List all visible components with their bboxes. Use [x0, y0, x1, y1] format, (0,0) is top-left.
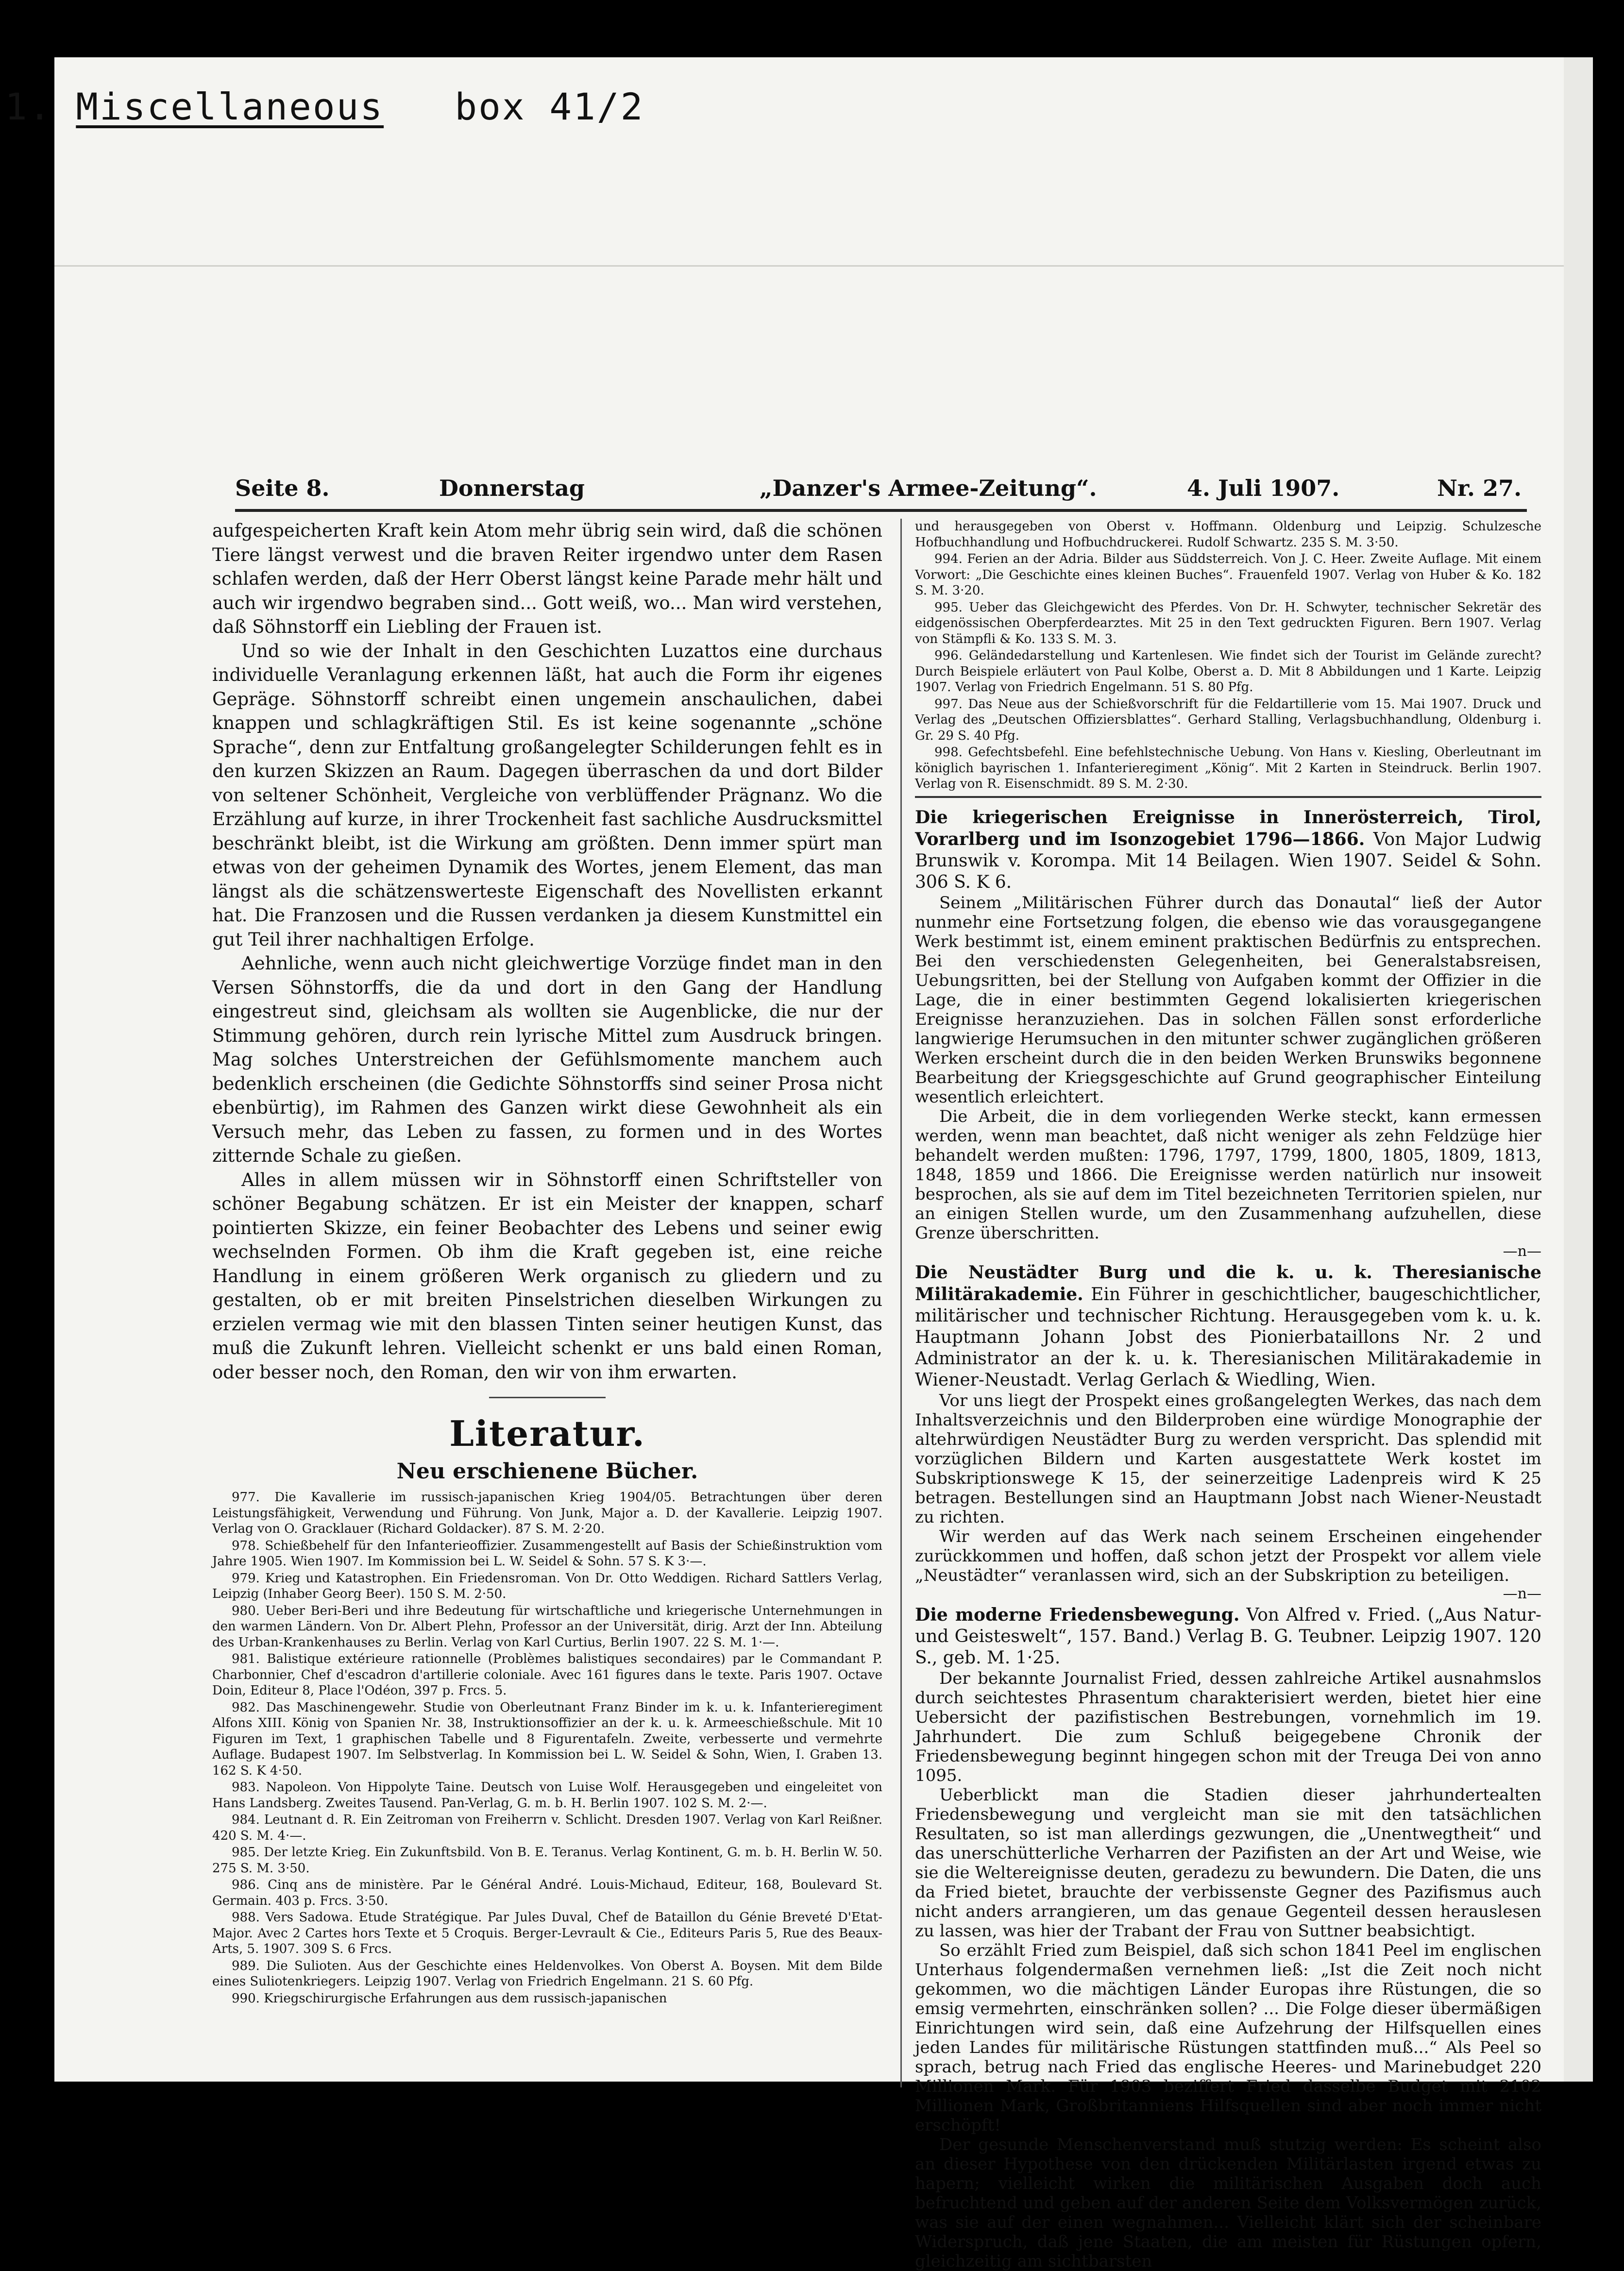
book-entry: 977. Die Kavallerie im russisch-japanischen Krieg 1904/05. Betrachtungen über deren Leistungsfähigkeit, Verwendung und Führung. Von Junk, Major a. D. der Kavallerie. Leipzig 1907. Verlag von O. Gracklauer (Richard Goldacker). 87 S. M. 2·20.: [212, 1490, 882, 1536]
book-entry: 980. Ueber Beri-Beri und ihre Bedeutung für wirtschaftliche und kriegerische Unternehmungen in den warmen Ländern. Von Dr. Albert Plehn, Professor an der Universität, dirig. Arzt der Inn. Abteilung des Urban-Krankenhauses zu Berlin. Verlag von Karl Curtius, Berlin 1907. 22 S. M. 1·—.: [212, 1603, 882, 1650]
label-prefix: 1.: [5, 85, 52, 128]
review-title: Die moderne Friedensbewegung.: [915, 1604, 1240, 1625]
book-entry: 997. Das Neue aus der Schießvorschrift für die Feldartillerie vom 15. Mai 1907. Druck und Verlag des „Deutschen Offiziersblattes“. Gerhard Stalling, Verlagsbuchhandlung, Oldenburg i. Gr. 29 S. 40 Pfg.: [915, 696, 1541, 743]
review-paragraph: Der gesunde Menschenverstand muß stutzig werden: Es scheint also an dieser Hypothese von den drückenden Militärlasten irgend etwas zu hapern; vielleicht wirken die militärischen Ausgaben doch auch befruchtend und geben auf der anderen Seite dem Volksvermögen zurück, was sie auf der einen wegnahmen... Vielleicht klärt sich der scheinbare Widerspruch, daß jene Staaten, die am meisten für Rüstungen opfern, gleichzeitig am sichtbarsten: [915, 2135, 1541, 2271]
review-header: [915, 1262, 1541, 1391]
review-meta: Von Major Ludwig Brunswik v. Korompa. Mit 14 Beilagen. Wien 1907. Seidel & Sohn. 306 S. K 6.: [915, 829, 1542, 892]
header-page: Seite 8.: [235, 475, 330, 501]
left-paragraph: Alles in allem müssen wir in Söhnstorff einen Schriftsteller von schöner Begabung schätzen. Er ist ein Meister der knappen, scharf pointierten Skizze, ein feiner Beobachter des Lebens und seiner ewig wechselnden Formen. Ob ihm die Kraft gegeben ist, eine reiche Handlung in einem größeren Werk organisch zu gliedern und zu gestalten, ob er mit breiten Pinselstrichen dieselben Wirkungen zu erzielen vermag wie mit den blassen Tinten seiner heutigen Kunst, das muß die Zukunft lehren. Vielleicht schenkt er uns bald einen Roman, oder besser noch, den Roman, den wir von ihm erwarten.: [212, 1169, 882, 1383]
review-paragraph: Wir werden auf das Werk nach seinem Erscheinen eingehender zurückkommen und hoffen, daß schon jetzt der Prospekt vor allem viele „Neustädter“ veranlassen wird, sich an der Subskription zu beteiligen.: [915, 1526, 1541, 1585]
review-paragraph: Der bekannte Journalist Fried, dessen zahlreiche Artikel ausnahmslos durch seichtestes Phrasentum charakterisiert werden, bietet hier eine Uebersicht der pazifistischen Bestrebungen, vornehmlich im 19. Jahrhundert. Die zum Schluß beigegebene Chronik der Friedensbewegung beginnt hingegen schon mit der Treuga Dei von anno 1095.: [915, 1668, 1541, 1785]
header-paper: „Danzer's Armee-Zeitung“.: [760, 475, 1097, 501]
review-meta: Ein Führer in geschichtlicher, baugeschichtlicher, militärischer und technischer Richtung. Herausgegeben vom k. u. k. Hauptmann Johann Jobst des Pionierbataillons Nr. 2 und Administrator an der k. u. k. Theresianischen Militärakademie in Wiener-Neustadt. Verlag Gerlach & Wiedling, Wien.: [915, 1284, 1541, 1390]
left-paragraph: aufgespeicherten Kraft kein Atom mehr übrig sein wird, daß die schönen Tiere längst verwest und die braven Reiter irgendwo unter dem Rasen schlafen werden, daß der Herr Oberst längst keine Parade mehr hält und auch wir irgendwo begraben sind... Gott weiß, wo... Man wird verstehen, daß Söhnstorff ein Liebling der Frauen ist.: [212, 520, 882, 637]
book-entry: 995. Ueber das Gleichgewicht des Pferdes. Von Dr. H. Schwyter, technischer Sekretär des eidgenössischen Oberpferdearztes. Mit 25 in den Text gedruckten Figuren. Bern 1907. Verlag von Stämpfli & Ko. 133 S. M. 3.: [915, 600, 1541, 646]
book-entry: 996. Geländedarstellung und Kartenlesen. Wie findet sich der Tourist im Gelände zurecht? Durch Beispiele erläutert von Paul Kolbe, Oberst a. D. Mit 8 Abbildungen und 1 Karte. Leipzig 1907. Verlag von Friedrich Engelmann. 51 S. 80 Pfg.: [915, 648, 1541, 695]
end-mark: —n—: [1503, 1242, 1541, 1260]
book-entry: 985. Der letzte Krieg. Ein Zukunftsbild. Von B. E. Teranus. Verlag Kontinent, G. m. b. H. Berlin W. 50. 275 S. M. 3·50.: [212, 1845, 882, 1876]
archive-label: [5, 85, 644, 128]
header-date: 4. Juli 1907.: [1187, 475, 1340, 501]
review-title: Die Neustädter Burg und die k. u. k. Theresianische Militärakademie.: [915, 1262, 1541, 1305]
literatur-title: Literatur.: [449, 1413, 645, 1454]
book-entry: 994. Ferien an der Adria. Bilder aus Süddsterreich. Von J. C. Heer. Zweite Auflage. Mit einem Vorwort: „Die Geschichte eines kleinen Buches“. Frauenfeld 1907. Verlag von Huber & Ko. 182 S. M. 3·20.: [915, 552, 1541, 598]
review-meta: Von Alfred v. Fried. („Aus Natur- und Geisteswelt“, 157. Band.) Verlag B. G. Teubner. Leipzig 1907. 120 S., geb. M. 1·25.: [915, 1605, 1541, 1668]
review-header: [915, 807, 1541, 893]
label-box: box 41/2: [455, 85, 644, 128]
page-header: [235, 475, 1527, 505]
review-paragraph: Vor uns liegt der Prospekt eines großangelegten Werkes, das nach dem Inhaltsverzeichnis und den Bilderproben eine würdige Monographie der altehrwürdigen Neustädter Burg zu werden verspricht. Das splendid mit vorzüglichen Bildern und Karten ausgestattete Werk kostet im Subskriptionswege K 15, der seinerzeitige Ladenpreis wird K 25 betragen. Bestellungen sind an Hauptmann Jobst nach Wiener-Neustadt zu richten.: [915, 1390, 1541, 1527]
label-category: Miscellaneous: [76, 85, 384, 128]
newspaper-page: [54, 57, 1564, 2271]
section-rule: [489, 1397, 606, 1398]
end-mark: —n—: [1503, 1585, 1541, 1602]
review-paragraph: Die Arbeit, die in dem vorliegenden Werke steckt, kann ermessen werden, wenn man beachtet, daß nicht weniger als zehn Feldzüge hier behandelt werden mußten: 1796, 1797, 1799, 1800, 1805, 1809, 1813, 1848, 1859 und 1866. Die Ereignisse werden natürlich nur insoweit besprochen, als sie auf dem im Titel bezeichneten Territorien spielen, nur an einigen Stellen wurde, um den Zusammenhang aufzuhellen, diese Grenze überschritten.: [915, 1106, 1541, 1243]
left-paragraph: Und so wie der Inhalt in den Geschichten Luzattos eine durchaus individuelle Veranlagung erkennen läßt, hat auch die Form ihr eigenes Gepräge. Söhnstorff schreibt einen ungemein anschaulichen, dabei knappen und schlagkräftigen Stil. Es ist keine sogenannte „schöne Sprache“, denn zur Entfaltung großangelegter Schilderungen fehlt es in den kurzen Skizzen an Raum. Dagegen überraschen da und dort Bilder von seltener Schönheit, Vergleiche von verblüffender Prägnanz. Wo die Erzählung auf kurze, in ihrer Trockenheit fast sachliche Ausdrucksmittel beschränkt bleibt, ist die Wirkung am größten. Denn immer spürt man etwas von der geheimen Dynamik des Wortes, jenem Element, das man längst als die schätzenswerteste Eigenschaft des Novellisten erkannt hat. Die Franzosen und die Russen verdanken ja diesem Kunstmittel ein gut Teil ihrer nachhaltigen Erfolge.: [212, 640, 882, 950]
review-header: [915, 1604, 1541, 1669]
header-rule: [235, 509, 1527, 512]
book-entry: 984. Leutnant d. R. Ein Zeitroman von Freiherrn v. Schlicht. Dresden 1907. Verlag von Karl Reißner. 420 S. M. 4·—.: [212, 1813, 882, 1843]
header-number: Nr. 27.: [1437, 475, 1522, 501]
literatur-subtitle: Neu erschienene Bücher.: [396, 1459, 698, 1484]
column-divider: [900, 519, 902, 2087]
book-entry: 981. Balistique extérieure rationnelle (Problèmes balistiques secondaires) par le Commandant P. Charbonnier, Chef d'escadron d'artillerie coloniale. Avec 161 figures dans le texte. Paris 1907. Octave Doin, Editeur 8, Place l'Odéon, 397 p. Frcs. 5.: [212, 1652, 882, 1698]
book-list: [212, 1490, 882, 2006]
book-entry: 978. Schießbehelf für den Infanterieoffizier. Zusammengestellt auf Basis der Schießinstruktion vom Jahre 1905. Wien 1907. Im Kommission bei L. W. Seidel & Sohn. 57 S. K 3·—.: [212, 1538, 882, 1569]
left-column: [212, 519, 882, 2092]
book-entry: 989. Die Sulioten. Aus der Geschichte eines Heldenvolkes. Von Oberst A. Boysen. Mit dem Bilde eines Suliotenkriegers. Leipzig 1907. Verlag von Friedrich Engelmann. 21 S. 60 Pfg.: [212, 1958, 882, 1989]
book-entry: 990. Kriegschirurgische Erfahrungen aus dem russisch-japanischen: [232, 1991, 667, 2006]
review-paragraph: Seinem „Militärischen Führer durch das Donautal“ ließ der Autor nunmehr eine Fortsetzung folgen, die ebenso wie das vorausgegangene Werk bestimmt ist, einem eminent praktischen Bedürfnis zu entsprechen. Bei den verschiedensten Gelegenheiten, bei Generalstabsreisen, Uebungsritten, bei der Stellung von Aufgaben kommt der Offizier in die Lage, die in einer bestimmten Gegend lokalisierten kriegerischen Ereignisse heranzuziehen. Das in solchen Fällen sonst erforderliche langwierige Herumsuchen in den mitunter schwer zugänglichen größeren Werken erscheint durch die in den beiden Werken Brunswiks begonnene Bearbeitung der Kriegsgeschichte auf Grund geographischer Einteilung wesentlich erleichtert.: [915, 893, 1541, 1107]
review-paragraph: Ueberblickt man die Stadien dieser jahrhundertealten Friedensbewegung und vergleicht man sie mit den tatsächlichen Resultaten, so ist man allerdings gezwungen, die „Unentwegtheit“ und das unerschütterliche Verharren der Pazifisten an der Art und Weise, wie sie die Weltereignisse deuten, geradezu zu bewundern. Die Daten, die uns da Fried bietet, brauchte der verbissenste Gegner des Pazifismus auch nicht anders arrangieren, um das genaue Gegenteil dessen herauslesen zu lassen, was hier der Trabant der Frau von Suttner beabsichtigt.: [915, 1785, 1541, 1941]
scan-divider: [54, 265, 1564, 267]
right-column: [915, 519, 1542, 2271]
section-rule: [915, 796, 1541, 798]
book-entry: 982. Das Maschinengewehr. Studie von Oberleutnant Franz Binder im k. u. k. Infanterieregiment Alfons XIII. König von Spanien Nr. 38, Instruktionsoffizier an der k. u. k. Armeeschießschule. Mit 10 Figuren im Text, 1 graphischen Tabelle und 8 Figurentafeln. Zweite, verbesserte und vermehrte Auflage. Budapest 1907. Im Selbstverlag. In Kommission bei L. W. Seidel & Sohn, Wien, I. Graben 13. 162 S. K 4·50.: [212, 1700, 882, 1778]
header-weekday: Donnerstag: [439, 475, 585, 501]
book-entry: 983. Napoleon. Von Hippolyte Taine. Deutsch von Luise Wolf. Herausgegeben und eingeleitet von Hans Landsberg. Zweites Tausend. Pan-Verlag, G. m. b. H. Berlin 1907. 102 S. M. 2·—.: [212, 1780, 882, 1811]
book-entry: 986. Cinq ans de ministère. Par le Général André. Louis-Michaud, Editeur, 168, Boulevard St. Germain. 403 p. Frcs. 3·50.: [212, 1878, 882, 1908]
review-paragraph: So erzählt Fried zum Beispiel, daß sich schon 1841 Peel im englischen Unterhaus folgendermaßen vernehmen ließ: „Ist die Zeit noch nicht gekommen, wo die mächtigen Länder Europas ihre Rüstungen, die so emsig vermehrten, einschränken sollen? ... Die Folge dieser übermäßigen Einrichtungen wird sein, daß eine Aufzehrung der Hilfsquellen eines jeden Landes für militärische Rüstungen stattfinden muß...“ Als Peel so sprach, betrug nach Fried das englische Heeres- und Marinebudget 220 Millionen Mark. Für 1903 beziffert Fried dasselbe Budget mit 2102 Millionen Mark, Großbritanniens Hilfsquellen sind aber noch immer nicht erschöpft!: [915, 1940, 1541, 2135]
left-paragraph: Aehnliche, wenn auch nicht gleichwertige Vorzüge findet man in den Versen Söhnstorffs, die da und dort in den Gang der Handlung eingestreut sind, gleichsam als wollten sie Augenblicke, die nur der Stimmung gehören, durch rein lyrische Mittel zum Ausdruck bringen. Mag solches Unterstreichen der Gefühlsmomente manchem auch bedenklich erscheinen (die Gedichte Söhnstorffs sind seiner Prosa nicht ebenbürtig), im Rahmen des Ganzen wirkt diese Gewohnheit als ein Versuch mehr, das Leben zu fassen, zu formen und in des Wortes zitternde Schale zu gießen.: [212, 953, 882, 1166]
review-title: Die kriegerischen Ereignisse in Innerösterreich, Tirol, Vorarlberg und im Isonzogebiet 1796—1866.: [915, 807, 1541, 849]
book-entry: 979. Krieg und Katastrophen. Ein Friedensroman. Von Dr. Otto Weddigen. Richard Sattlers Verlag, Leipzig (Inhaber Georg Beer). 150 S. M. 2·50.: [212, 1571, 882, 1601]
book-entry: 988. Vers Sadowa. Etude Stratégique. Par Jules Duval, Chef de Bataillon du Génie Breveté D'Etat-Major. Avec 2 Cartes hors Texte et 5 Croquis. Berger-Levrault & Cie., Editeurs Paris 5, Rue des Beaux-Arts, 5. 1907. 309 S. 6 Frcs.: [212, 1910, 882, 1956]
book-entry: 998. Gefechtsbefehl. Eine befehlstechnische Uebung. Von Hans v. Kiesling, Oberleutnant im königlich bayrischen 1. Infanterieregiment „König“. Mit 2 Karten in Steindruck. Berlin 1907. Verlag von R. Eisenschmidt. 89 S. M. 2·30.: [915, 745, 1541, 791]
book-entry: und herausgegeben von Oberst v. Hoffmann. Oldenburg und Leipzig. Schulzesche Hofbuchhandlung und Hofbuchdruckerei. Rudolf Schwartz. 235 S. M. 3·50.: [915, 519, 1541, 550]
